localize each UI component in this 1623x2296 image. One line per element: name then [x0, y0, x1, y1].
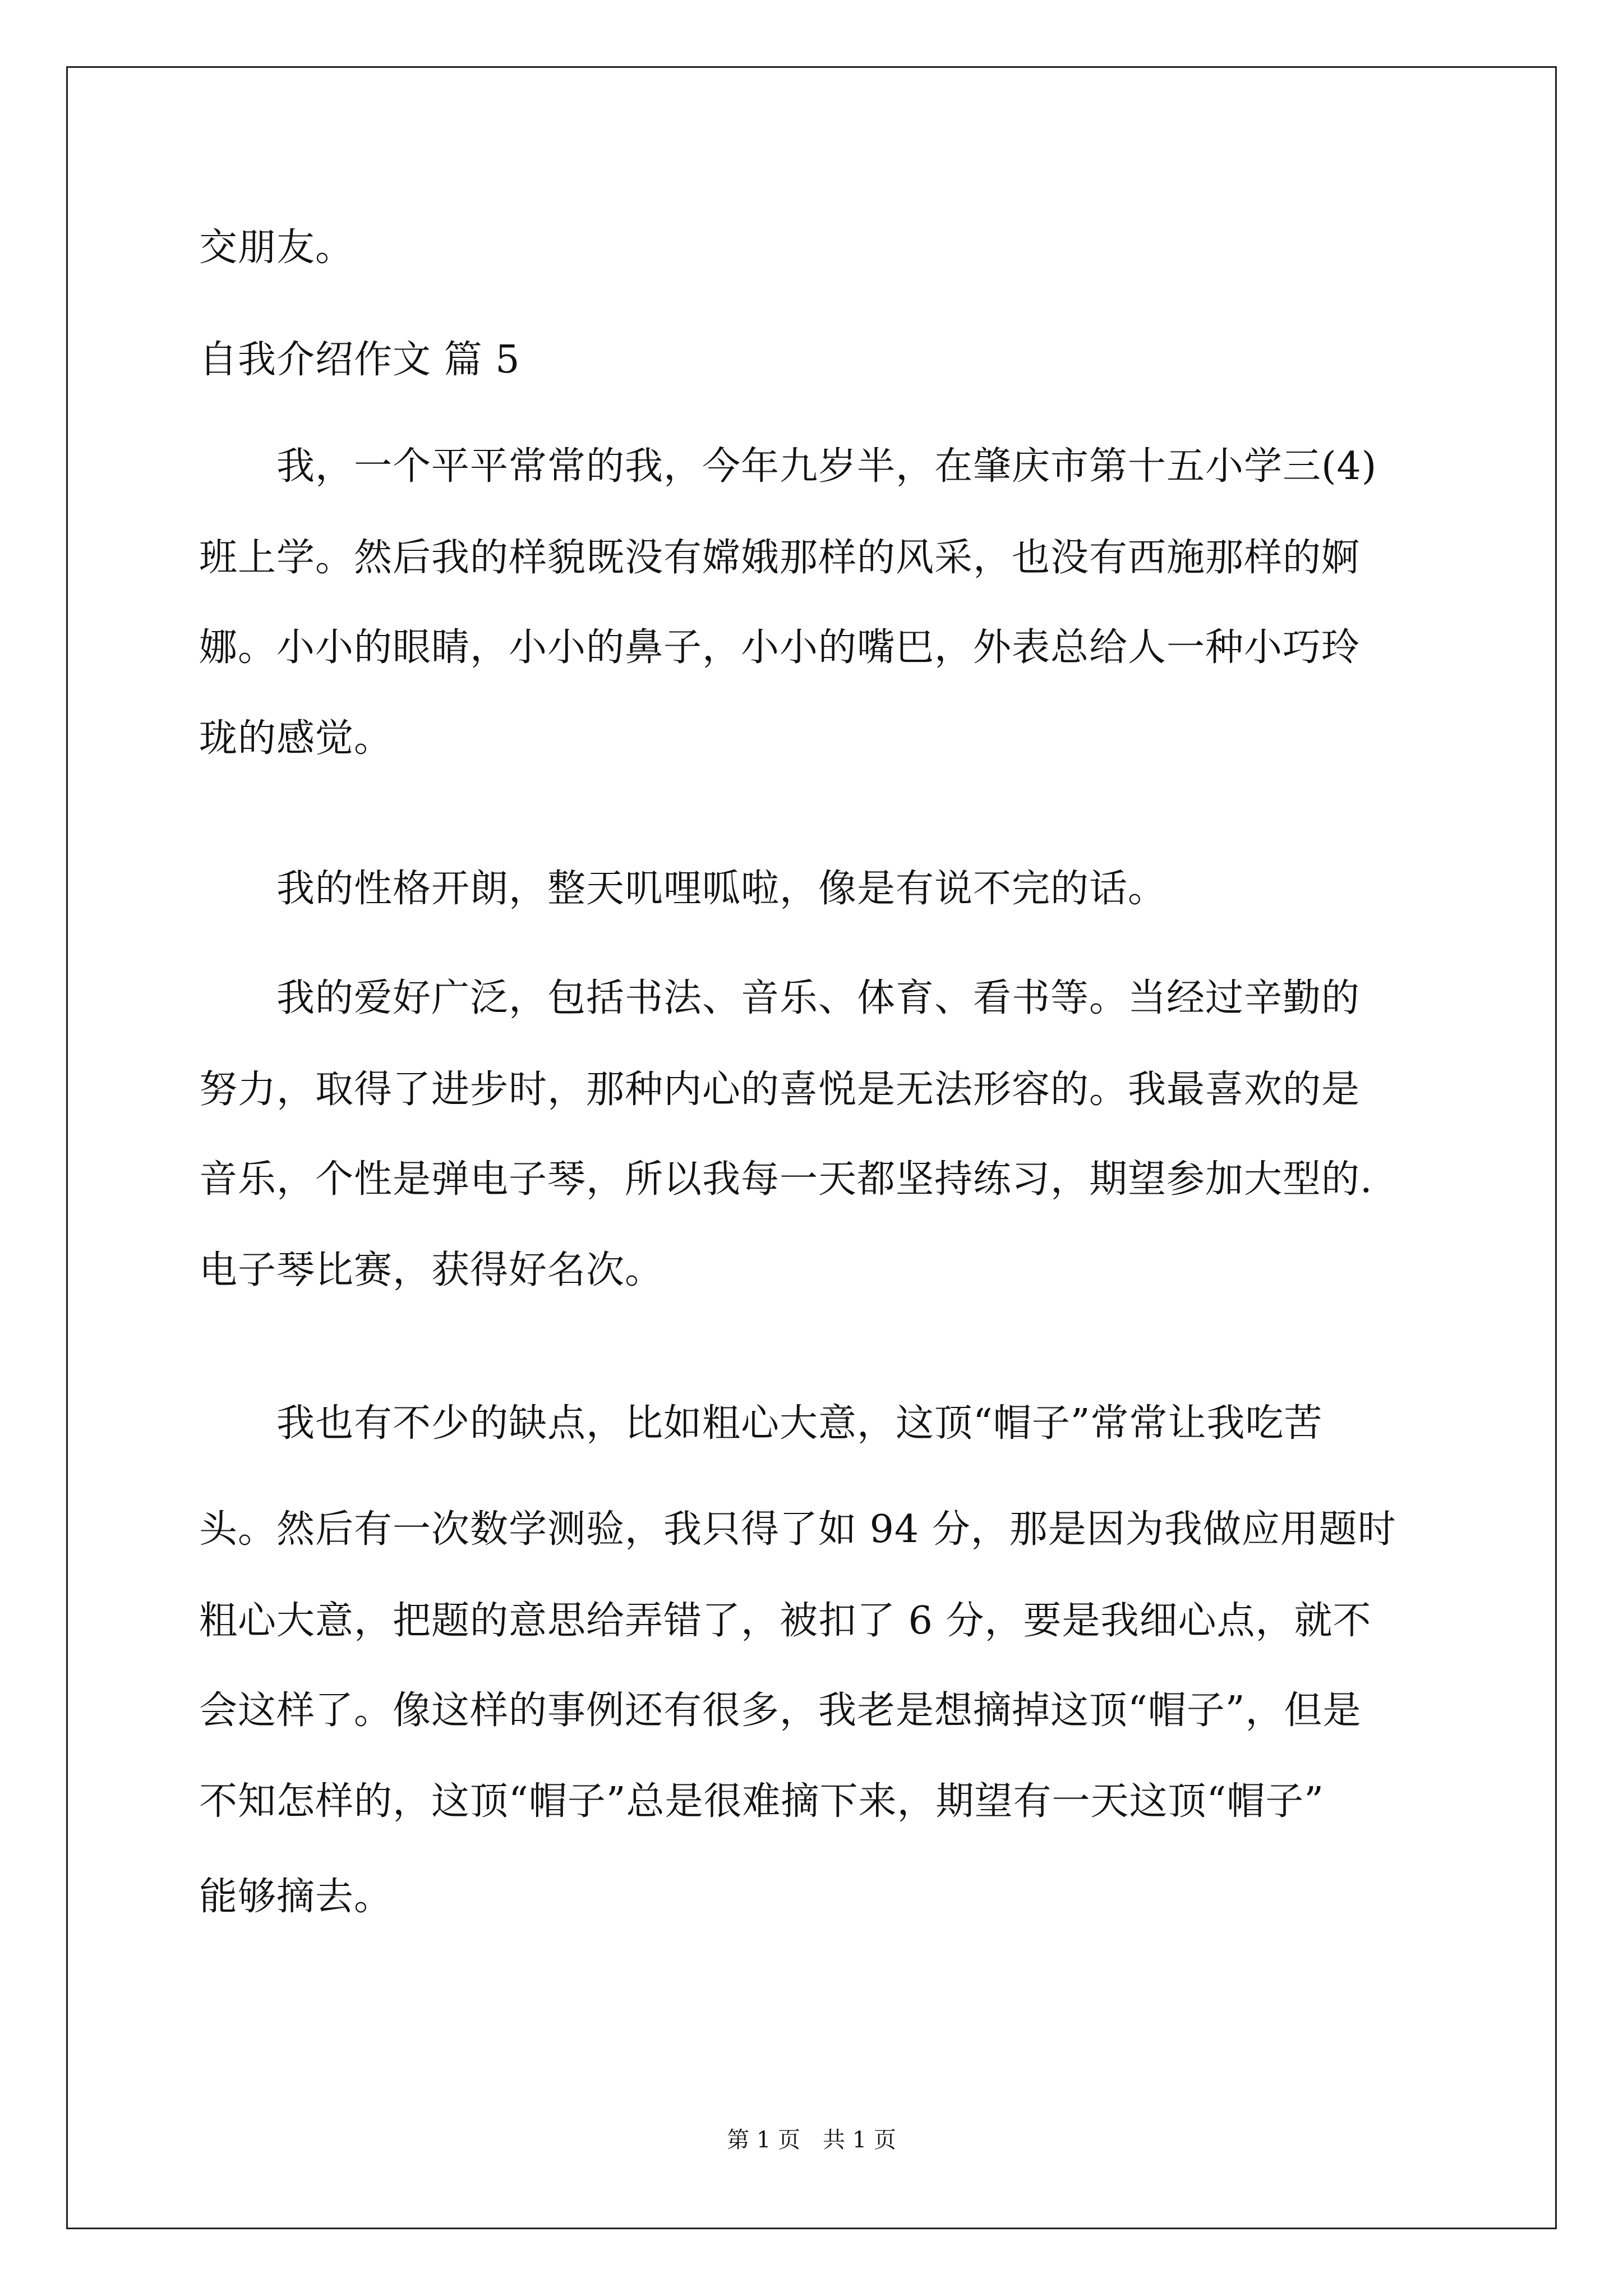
text-line: 头。然后有一次数学测验，我只得了如 94 分，那是因为我做应用题时 — [199, 1507, 1396, 1552]
text-line: 音乐，个性是弹电子琴，所以我每一天都坚持练习，期望参加大型的. — [199, 1157, 1373, 1202]
text-line: 电子琴比赛，获得好名次。 — [199, 1248, 664, 1292]
text-line: 能够摘去。 — [199, 1875, 393, 1919]
text-line: 交朋友。 — [199, 226, 354, 270]
text-line: 粗心大意，把题的意思给弄错了，被扣了 6 分，要是我细心点，就不 — [199, 1599, 1372, 1643]
text-line: 珑的感觉。 — [199, 716, 393, 761]
text-line: 娜。小小的眼睛，小小的鼻子，小小的嘴巴，外表总给人一种小巧玲 — [199, 625, 1361, 670]
page-footer: 第 1 页 共 1 页 — [727, 2127, 896, 2153]
text-line: 我的性格开朗，整天叽哩呱啦，像是有说不完的话。 — [199, 867, 1167, 911]
text-line: 班上学。然后我的样貌既没有嫦娥那样的风采，也没有西施那样的婀 — [199, 536, 1361, 580]
text-line: 努力，取得了进步时，那种内心的喜悦是无法形容的。我最喜欢的是 — [199, 1068, 1361, 1112]
text-line: 我的爱好广泛，包括书法、音乐、体育、看书等。当经过辛勤的 — [199, 976, 1361, 1020]
section-heading: 自我介绍作文 篇 5 — [199, 338, 520, 382]
text-line: 我，一个平平常常的我，今年九岁半，在肇庆市第十五小学三(4) — [199, 444, 1377, 489]
text-line: 我也有不少的缺点，比如粗心大意，这顶“帽子”常常让我吃苦 — [199, 1401, 1323, 1446]
text-line: 不知怎样的，这顶“帽子”总是很难摘下来，期望有一天这顶“帽子” — [199, 1779, 1325, 1824]
text-line: 会这样了。像这样的事例还有很多，我老是想摘掉这顶“帽子”，但是 — [199, 1688, 1362, 1733]
